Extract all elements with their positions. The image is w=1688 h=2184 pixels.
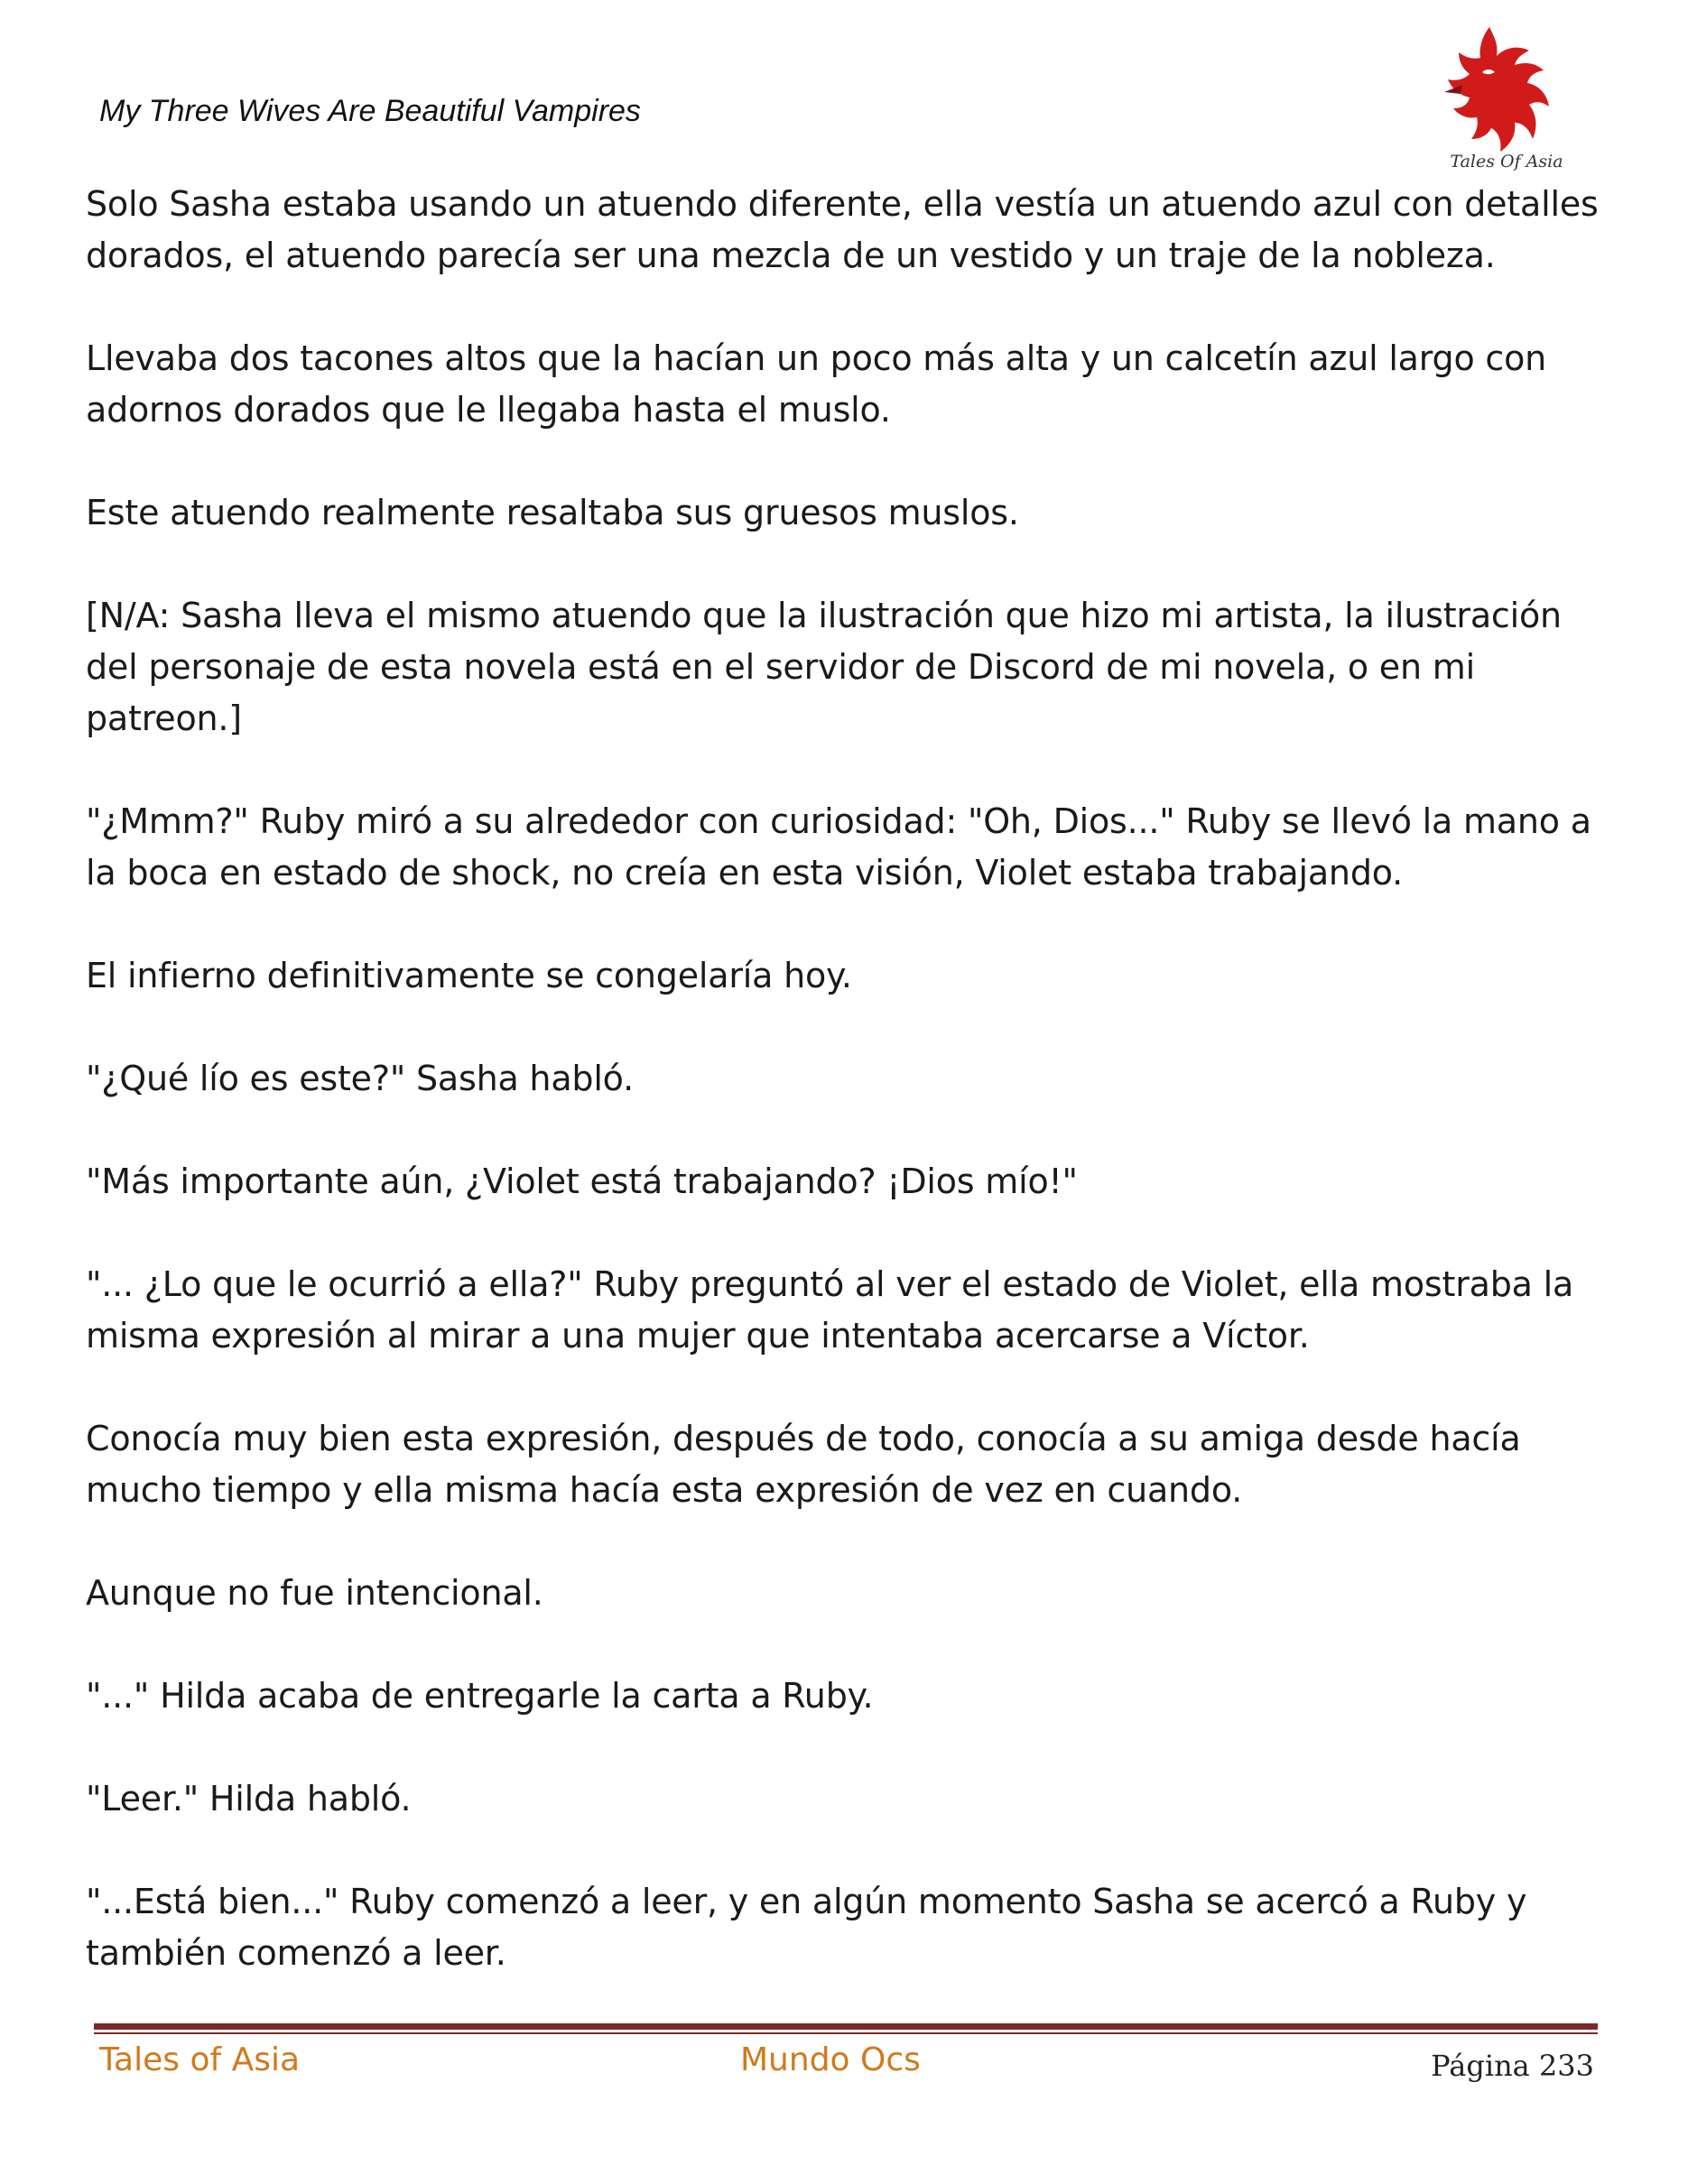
paragraph: [86, 950, 1602, 1002]
text-line: patreon.]: [86, 699, 242, 738]
footer-section: Mundo Ocs: [740, 2041, 921, 2078]
text-line: misma expresión al mirar a una mujer que intentaba acercarse a Víctor.: [86, 1316, 1310, 1356]
text-line: Este atuendo realmente resaltaba sus gruesos muslos.: [86, 493, 1019, 532]
text-line: adornos dorados que le llegaba hasta el muslo.: [86, 390, 891, 430]
footer-publisher: Tales of Asia: [99, 2041, 301, 2078]
paragraph: [86, 796, 1602, 899]
text-line: "Leer." Hilda habló.: [86, 1779, 412, 1818]
text-line: Llevaba dos tacones altos que la hacían un poco más alta y un calcetín azul largo con: [86, 338, 1547, 378]
text-line: "... ¿Lo que le ocurrió a ella?" Ruby preguntó al ver el estado de Violet, ella mostraba la: [86, 1264, 1574, 1304]
text-line: "..." Hilda acaba de entregarle la carta a Ruby.: [86, 1676, 874, 1716]
text-line: Conocía muy bien esta expresión, después de todo, conocía a su amiga desde hacía: [86, 1419, 1521, 1458]
paragraph: [86, 1053, 1602, 1105]
paragraph: [86, 1259, 1602, 1362]
book-title: My Three Wives Are Beautiful Vampires: [99, 94, 641, 128]
text-line: mucho tiempo y ella misma hacía esta expresión de vez en cuando.: [86, 1470, 1243, 1510]
text-line: la boca en estado de shock, no creía en esta visión, Violet estaba trabajando.: [86, 853, 1403, 893]
text-line: El infierno definitivamente se congelaría hoy.: [86, 956, 852, 995]
text-line: Solo Sasha estaba usando un atuendo diferente, ella vestía un atuendo azul con detalles: [86, 184, 1599, 224]
paragraph: [86, 590, 1602, 745]
text-line: también comenzó a leer.: [86, 1933, 506, 1973]
paragraph: [86, 1568, 1602, 1619]
text-line: dorados, el atuendo parecía ser una mezcla de un vestido y un traje de la nobleza.: [86, 236, 1496, 275]
paragraph: [86, 179, 1602, 282]
text-line: "Más importante aún, ¿Violet está trabajando? ¡Dios mío!": [86, 1161, 1078, 1201]
text-line: "...Está bien..." Ruby comenzó a leer, y en algún momento Sasha se acercó a Ruby y: [86, 1882, 1527, 1921]
paragraph: [86, 1670, 1602, 1722]
paragraph: [86, 1413, 1602, 1516]
paragraph: [86, 1773, 1602, 1825]
logo-caption: Tales Of Asia: [1450, 152, 1563, 171]
paragraph: [86, 1876, 1602, 1979]
text-line: "¿Qué lío es este?" Sasha habló.: [86, 1059, 634, 1098]
text-line: "¿Mmm?" Ruby miró a su alrededor con curiosidad: "Oh, Dios..." Ruby se llevó la mano a: [86, 801, 1591, 841]
paragraph: [86, 333, 1602, 436]
footer-rule-thin: [94, 2032, 1598, 2034]
text-line: [N/A: Sasha lleva el mismo atuendo que la ilustración que hizo mi artista, la ilustración: [86, 596, 1562, 635]
text-line: del personaje de esta novela está en el servidor de Discord de mi novela, o en mi: [86, 647, 1475, 687]
paragraph: [86, 1156, 1602, 1208]
footer-rule: [94, 2023, 1598, 2030]
paragraph: [86, 487, 1602, 539]
document-body: [86, 179, 1602, 2031]
page-number: Página 233: [1431, 2049, 1594, 2083]
text-line: Aunque no fue intencional.: [86, 1573, 543, 1613]
